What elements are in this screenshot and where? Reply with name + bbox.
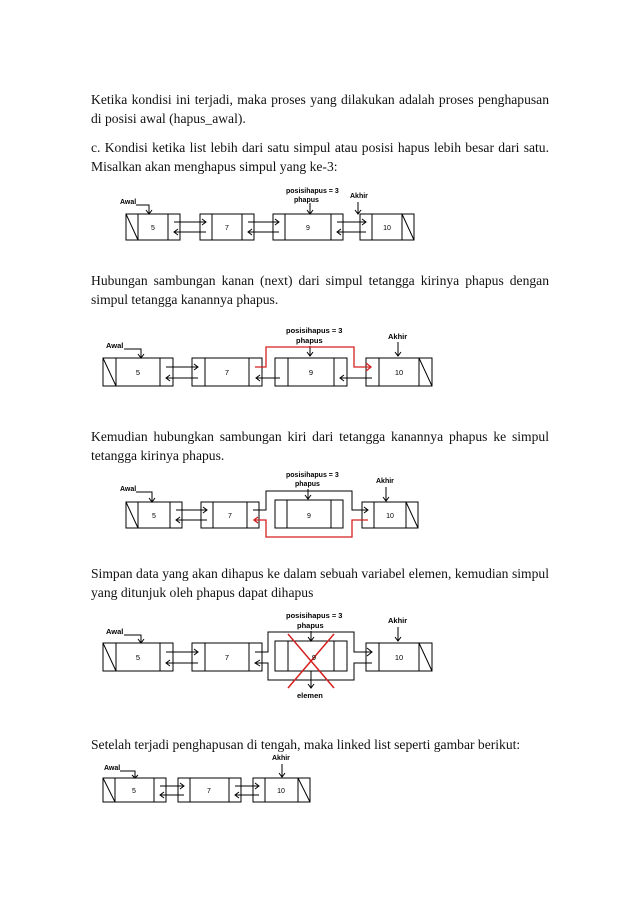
label-akhir: Akhir [376,478,394,485]
label-posisihapus: posisihapus = 3 [286,611,343,620]
label-phapus: phapus [294,197,319,204]
label-awal: Awal [106,341,124,350]
node-2-value: 7 [224,368,230,377]
paragraph-simpan-data: Simpan data yang akan dihapus ke dalam sebuah variabel elemen, kemudian simpul yang ditunjuk oleh phapus dapat dihapus [91,566,549,600]
label-awal: Awal [104,765,121,772]
paragraph-sambungan-kiri: Kemudian hubungkan sambungan kiri dari tetangga kanannya phapus ke simpul tetangga kirinya phapus. [91,429,549,463]
paragraph-setelah-hapus: Setelah terjadi penghapusan di tengah, maka linked list seperti gambar berikut: [91,737,521,752]
label-akhir: Akhir [388,332,408,341]
node-2-value: 7 [228,513,232,520]
node-4-value: 10 [394,653,404,662]
label-phapus: phapus [296,336,323,345]
node-1-value: 5 [135,653,141,662]
label-akhir: Akhir [272,755,290,762]
label-awal: Awal [120,486,137,493]
paragraph-hapus-awal: Ketika kondisi ini terjadi, maka proses yang dilakukan adalah proses penghapusan di posisi awal (hapus_awal). [91,92,549,126]
node-2-value: 7 [225,225,229,232]
node-4-value: 10 [394,368,404,377]
node-3-value: 9 [308,368,314,377]
label-akhir: Akhir [350,193,368,200]
node-3-value: 9 [306,225,310,232]
node-4-value: 10 [386,513,394,520]
node-2-value: 7 [207,788,211,795]
node-1-value: 5 [135,368,141,377]
label-elemen: elemen [297,691,323,700]
node-3-value: 9 [307,513,311,520]
node-1-value: 5 [132,788,136,795]
paragraph-kondisi-c: c. Kondisi ketika list lebih dari satu simpul atau posisi hapus lebih besar dari satu. Misalkan akan menghapus simpul yang ke-3: [91,140,549,174]
node-4-value: 10 [383,225,391,232]
node-2-value: 7 [224,653,230,662]
label-posisihapus: posisihapus = 3 [286,326,343,335]
node-3-value: 9 [311,653,317,662]
label-akhir: Akhir [388,616,408,625]
node-1-value: 5 [152,513,156,520]
label-posisihapus: posisihapus = 3 [286,472,339,479]
label-awal: Awal [120,199,137,206]
node-4-value: 10 [277,788,285,795]
label-posisihapus: posisihapus = 3 [286,188,339,195]
label-phapus: phapus [297,621,324,630]
node-1-value: 5 [151,225,155,232]
label-phapus: phapus [295,481,320,488]
label-awal: Awal [106,627,124,636]
paragraph-sambungan-kanan: Hubungan sambungan kanan (next) dari simpul tetangga kirinya phapus dengan simpul tetangga kanannya phapus. [91,273,549,307]
